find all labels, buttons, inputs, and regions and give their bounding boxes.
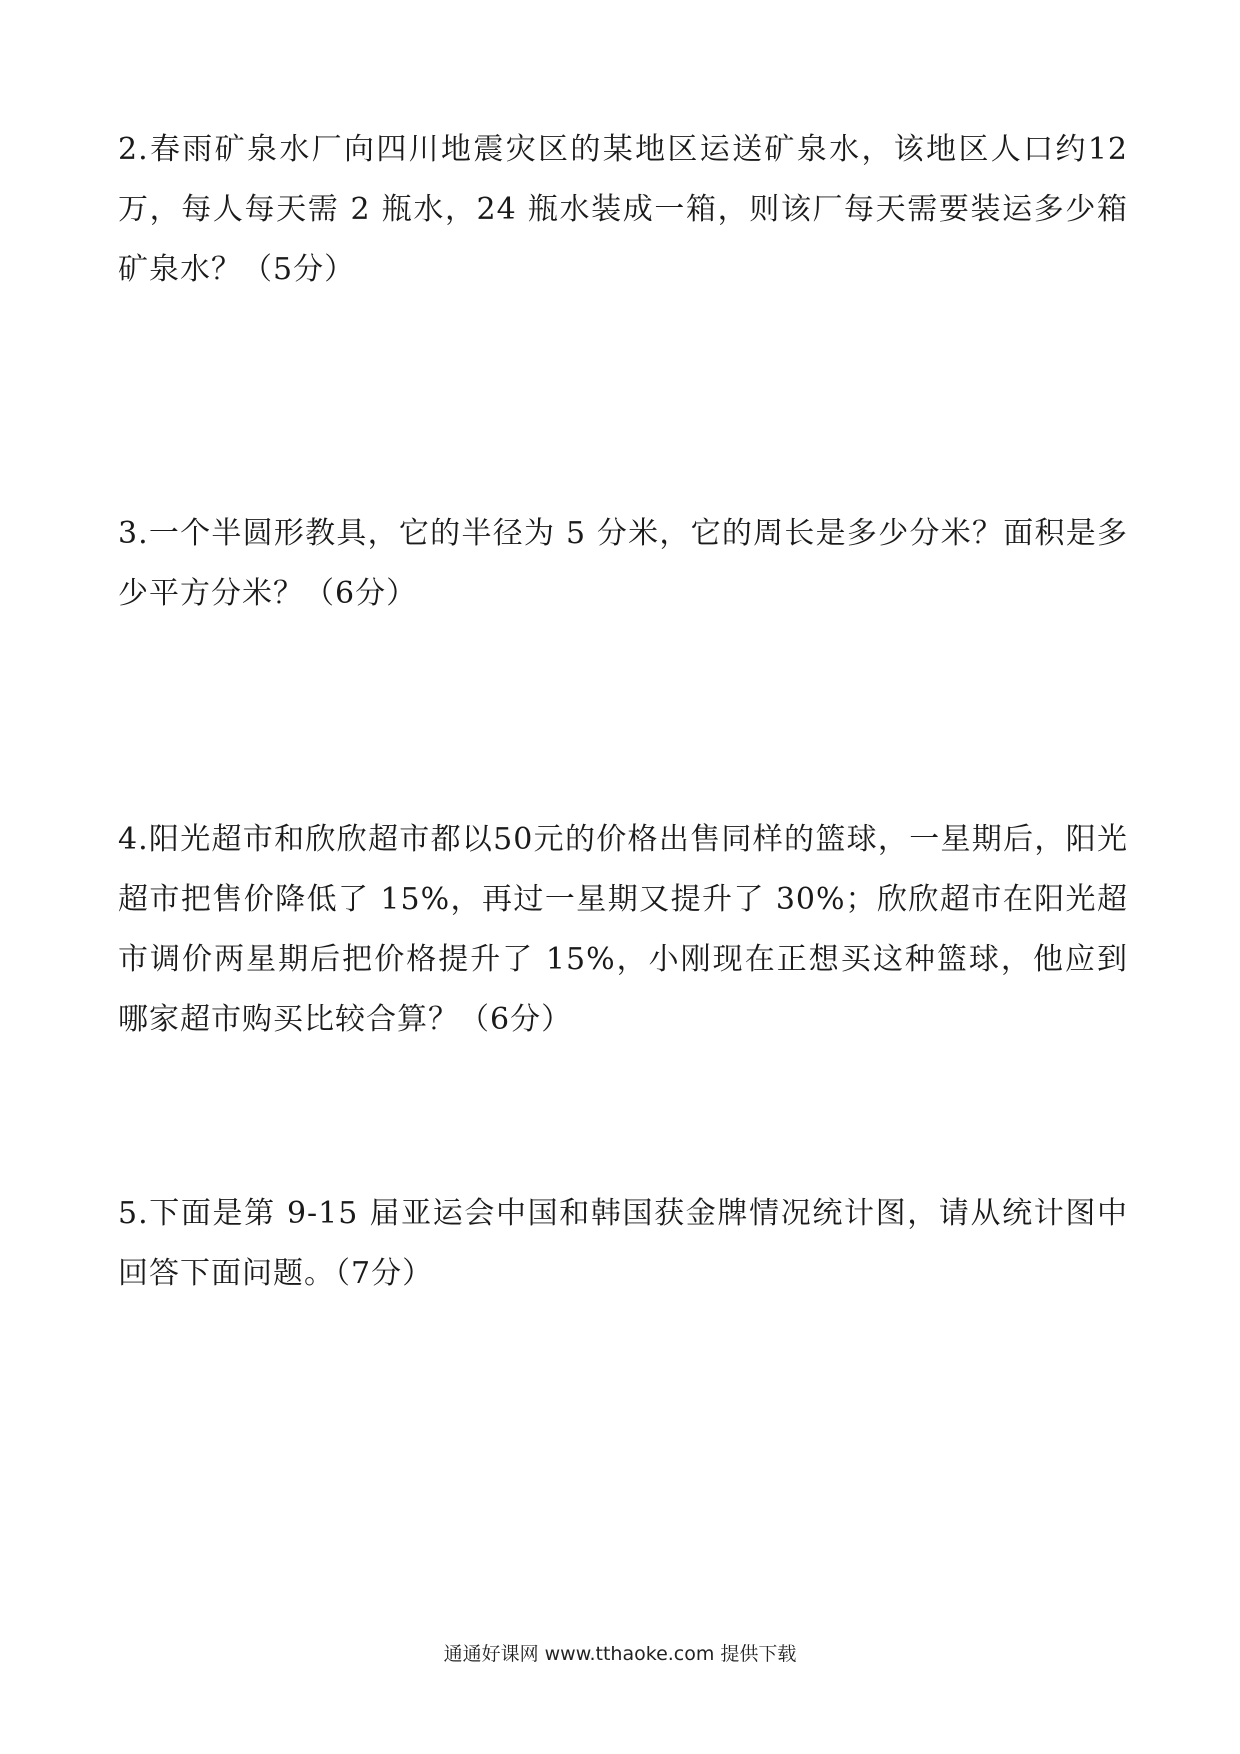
question-4: 4.阳光超市和欣欣超市都以50元的价格出售同样的篮球，一星期后，阳光超市把售价降低了 15%，再过一星期又提升了 30%；欣欣超市在阳光超市调价两星期后把价格提升了 15%，小刚现在正想买这种篮球，他应到哪家超市购买比较合算？（6分）	[118, 822, 1128, 1037]
question-3: 3.一个半圆形教具，它的半径为 5 分米，它的周长是多少分米？面积是多少平方分米？（6分）	[118, 516, 1128, 611]
question-2: 2.春雨矿泉水厂向四川地震灾区的某地区运送矿泉水，该地区人口约12万，每人每天需 2 瓶水，24 瓶水装成一箱，则该厂每天需要装运多少箱矿泉水？（5分）	[118, 132, 1128, 287]
page-footer: 通通好课网 www.tthaoke.com 提供下载	[443, 1643, 797, 1665]
question-5: 5.下面是第 9-15 届亚运会中国和韩国获金牌情况统计图，请从统计图中回答下面问题。（7分）	[118, 1196, 1128, 1291]
